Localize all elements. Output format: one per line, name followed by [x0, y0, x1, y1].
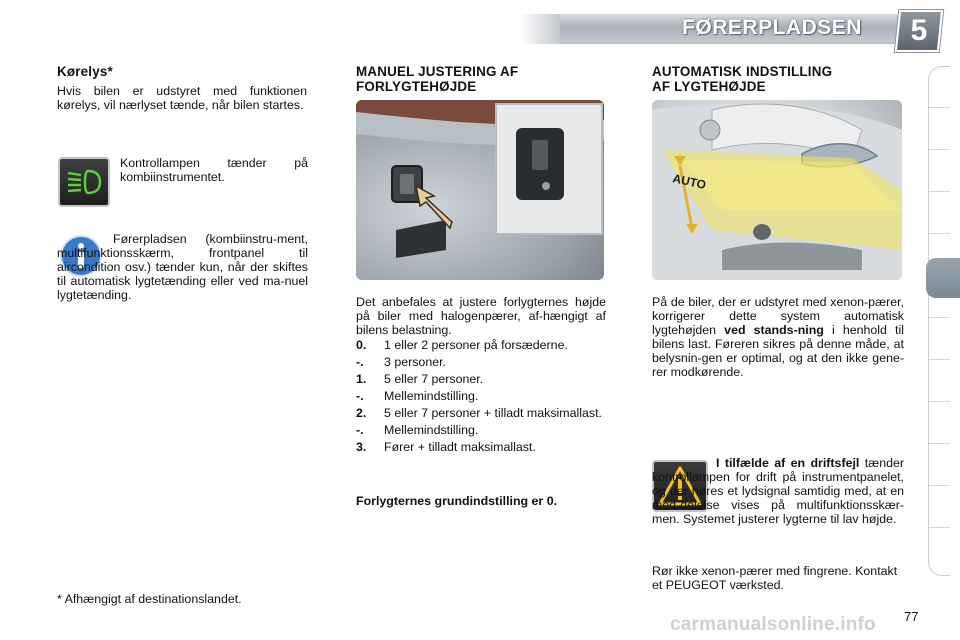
middle-heading: [356, 64, 606, 94]
position-code: -.: [356, 389, 364, 403]
auto-headlamp-photo: [652, 100, 902, 280]
position-desc: 1 eller 2 personer på forsæderne.: [384, 338, 568, 352]
daytime-lights-intro: Hvis bilen er udstyret med funktionen kørelys, vil nærlyset tænde, når bilen startes.: [57, 84, 307, 112]
xenon-note: Rør ikke xenon-pærer med fingrene. Kontakt et PEUGEOT værksted.: [652, 564, 898, 592]
list-item: [356, 372, 606, 386]
position-code: 2.: [356, 406, 367, 420]
malfunction-text: tænder kontrollampen for drift på instrumentpanelet, og der høres et lydsignal samtidig med, at en med-delelse vises på multifunktionsskær-men. Systemet justerer lygterne til lav højde.: [652, 456, 904, 526]
lamp-note: Kontrollampen tænder på kombiinstrumentet.: [120, 156, 308, 184]
heading-line: MANUEL JUSTERING AF: [356, 64, 519, 79]
auto-adjust-text: På de biler, der er udstyret med xenon-pærer, korrigerer dette system automatisk lygtehøjden: [652, 295, 904, 337]
tab-divider: [929, 401, 950, 402]
tab-divider: [929, 485, 950, 486]
footnote: * Afhængigt af destinationslandet.: [57, 592, 242, 606]
tab-divider: [929, 527, 950, 528]
tab-divider: [929, 107, 950, 108]
position-code: -.: [356, 355, 364, 369]
tab-divider: [929, 149, 950, 150]
position-code: 1.: [356, 372, 367, 386]
auto-adjust-text: i henhold til bilens last. Føreren sikres på denne måde, at belysnin-gen er optimal, og at den ikke gene-rer modkørende.: [652, 323, 904, 379]
left-column: [57, 64, 307, 112]
heading-line: FORLYGTEHØJDE: [356, 79, 477, 94]
chapter-number: 5: [910, 14, 928, 47]
position-desc: 5 eller 7 personer.: [384, 372, 484, 386]
tab-divider: [929, 233, 950, 234]
heading-line: AF LYGTEHØJDE: [652, 79, 766, 94]
position-desc: 3 personer.: [384, 355, 446, 369]
auto-adjust-paragraph: [652, 295, 904, 379]
chapter-tab-active[interactable]: [926, 258, 960, 298]
list-item: [356, 355, 606, 369]
tab-divider: [929, 359, 950, 360]
position-desc: Mellemindstilling.: [384, 423, 479, 437]
auto-label: AUTO: [671, 171, 708, 192]
malfunction-bold: I tilfælde af en driftsfejl: [716, 456, 860, 470]
list-item: [356, 423, 606, 437]
heading-line: AUTOMATISK INDSTILLING: [652, 64, 833, 79]
position-desc: Fører + tilladt maksimallast.: [384, 440, 536, 454]
list-item: [356, 338, 606, 352]
list-item: [356, 406, 606, 420]
position-code: -.: [356, 423, 364, 437]
list-item: [356, 440, 606, 454]
load-positions-list: [356, 338, 606, 457]
tab-divider: [929, 191, 950, 192]
headlamp-adjuster-photo: [356, 100, 604, 280]
info-note: Førerpladsen (kombiinstru-ment, multifunktionsskærm, frontpanel til aircondition osv.) tænder kun, når der skiftes til automatisk lygtetænding eller ved ma-nuel lygtetænding.: [57, 232, 308, 302]
auto-adjust-bold: ved stands-ning: [724, 323, 824, 337]
list-item: [356, 389, 606, 403]
right-heading: [652, 64, 912, 94]
malfunction-paragraph: [652, 456, 904, 526]
chapter-tabs: [928, 66, 950, 576]
manual-adjust-intro: Det anbefales at justere forlygternes højde på biler med halogenpærer, af-hængigt af bilens belastning.: [356, 295, 606, 337]
position-desc: 5 eller 7 personer + tilladt maksimallast.: [384, 406, 602, 420]
tab-divider: [929, 443, 950, 444]
section-heading-kørelys: Kørelys*: [57, 64, 113, 79]
page-number: 77: [904, 609, 919, 624]
basic-setting-note: Forlygternes grundindstilling er 0.: [356, 494, 558, 508]
chapter-badge: [895, 10, 943, 52]
headlamp-warning-icon: [58, 157, 110, 207]
page-header: [0, 0, 960, 58]
position-code: 0.: [356, 338, 367, 352]
watermark: carmanualsonline.info: [670, 614, 876, 635]
position-desc: Mellemindstilling.: [384, 389, 479, 403]
page-title: FØRERPLADSEN: [682, 16, 862, 39]
position-code: 3.: [356, 440, 367, 454]
tab-divider: [929, 317, 950, 318]
